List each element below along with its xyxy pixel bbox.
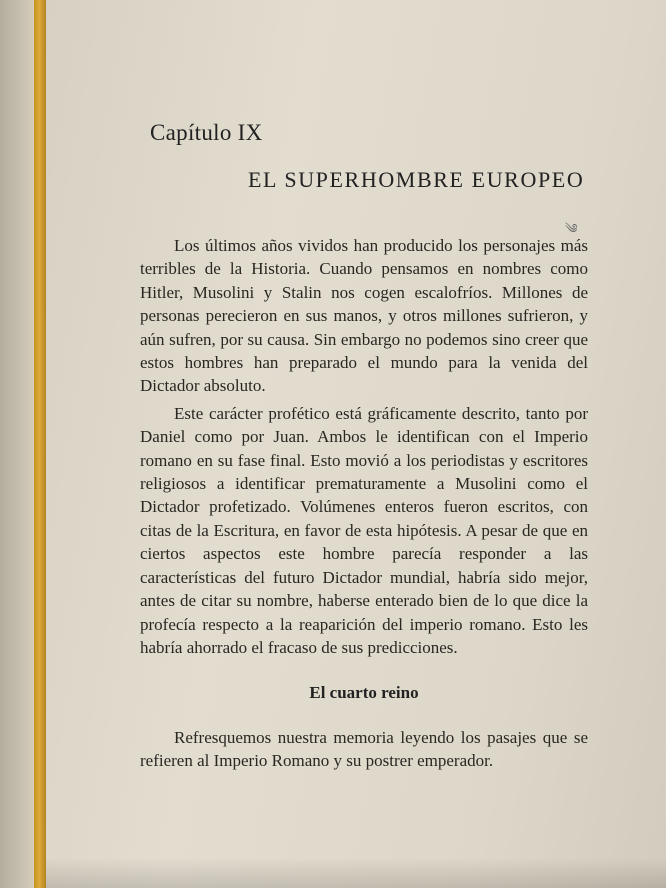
chapter-number: Capítulo IX: [150, 120, 263, 145]
ornament-mark: ༄: [565, 221, 578, 236]
section-heading: El cuarto reino: [309, 683, 419, 702]
section-paragraph: Refresquemos nuestra memoria leyendo los pasajes que se refieren al Imperio Romano y su postrer emperador.: [140, 728, 588, 771]
chapter-title: EL SUPERHOMBRE EUROPEO: [248, 167, 585, 192]
previous-page: [0, 0, 34, 888]
page-edge: [34, 0, 46, 888]
paragraph-2: Este carácter profético está gráficamente descrito, tanto por Daniel como por Juan. Ambos le identifican con el Imperio romano en su fase final. Esto movió a los periodistas y escritores religiosos a identificar prematuramente a Musolini como el Dictador profetizado. Volúmenes enteros fueron escritos, con citas de la Escritura, en favor de esta hipótesis. A pesar de que en ciertos aspectos este hombre parecía responder a las características del futuro Dictador mundial, habría sido mejor, antes de citar su nombre, haberse enterado bien de lo que dice la profecía respecto a la reaparición del imperio romano. Esto les habría ahorrado el fracaso de sus predicciones.: [140, 403, 588, 657]
paragraph-1: Los últimos años vividos han producido los personajes más terribles de la Historia. Cuando pensamos en nombres como Hitler, Musolini y Stalin nos cogen escalofríos. Millones de personas perecieron en sus manos, y otros millones sufrieron, y aún sufren, por su causa. Sin embargo no podemos sino creer que estos hombres han preparado el mundo para la venida del Dictador absoluto.: [140, 236, 588, 396]
section-body: [140, 726, 588, 773]
page-shadow: [46, 858, 666, 888]
chapter-body: [140, 234, 588, 659]
